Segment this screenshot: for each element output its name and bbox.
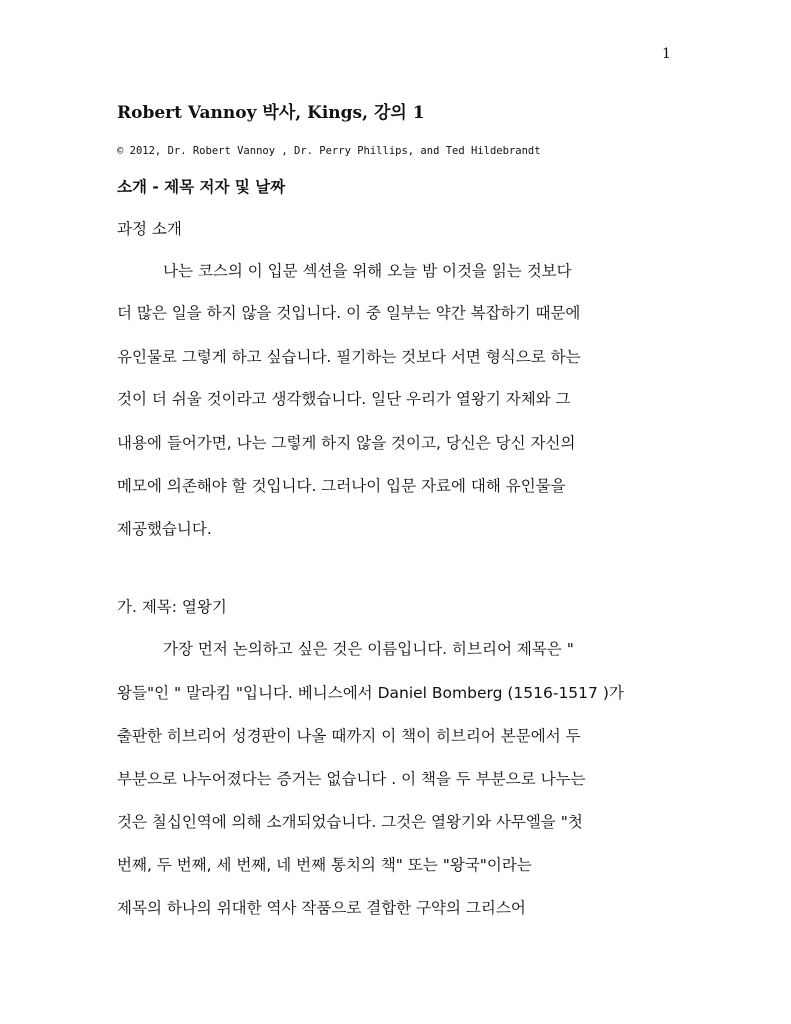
paragraph-1-line: 것이 더 쉬울 것이라고 생각했습니다. 일단 우리가 열왕기 자체와 그 bbox=[117, 390, 571, 408]
section-heading: 소개 - 제목 저자 및 날짜 bbox=[117, 178, 286, 196]
paragraph-2-line: 가장 먼저 논의하고 싶은 것은 이름입니다. 히브리어 제목은 " bbox=[163, 640, 574, 658]
subsection-heading-title: 가. 제목: 열왕기 bbox=[117, 598, 227, 616]
paragraph-2-line: 왕들"인 " 말라킴 "입니다. 베니스에서 Daniel Bomberg (1516-1517 )가 bbox=[117, 684, 624, 702]
subheading-course-intro: 과정 소개 bbox=[117, 220, 182, 238]
paragraph-1-line: 더 많은 일을 하지 않을 것입니다. 이 중 일부는 약간 복잡하기 때문에 bbox=[117, 304, 581, 322]
paragraph-2-line: 부분으로 나누어졌다는 증거는 없습니다 . 이 책을 두 부분으로 나누는 bbox=[117, 770, 586, 788]
paragraph-1-line: 제공했습니다. bbox=[117, 520, 212, 538]
paragraph-1-line: 유인물로 그렇게 하고 싶습니다. 필기하는 것보다 서면 형식으로 하는 bbox=[117, 348, 581, 366]
document-title: Robert Vannoy 박사, Kings, 강의 1 bbox=[117, 103, 425, 123]
copyright-line: © 2012, Dr. Robert Vannoy , Dr. Perry Phillips, and Ted Hildebrandt bbox=[117, 145, 541, 157]
paragraph-2-line: 번째, 두 번째, 세 번째, 네 번째 통치의 책" 또는 "왕국"이라는 bbox=[117, 856, 532, 874]
paragraph-1-line: 내용에 들어가면, 나는 그렇게 하지 않을 것이고, 당신은 당신 자신의 bbox=[117, 434, 576, 452]
paragraph-2-line: 출판한 히브리어 성경판이 나올 때까지 이 책이 히브리어 본문에서 두 bbox=[117, 727, 581, 745]
page-number: 1 bbox=[662, 46, 671, 62]
paragraph-2-line: 제목의 하나의 위대한 역사 작품으로 결합한 구약의 그리스어 bbox=[117, 899, 526, 917]
paragraph-1-line: 나는 코스의 이 입문 섹션을 위해 오늘 밤 이것을 읽는 것보다 bbox=[163, 262, 572, 280]
paragraph-1-line: 메모에 의존해야 할 것입니다. 그러나이 입문 자료에 대해 유인물을 bbox=[117, 477, 566, 495]
paragraph-2-line: 것은 칠십인역에 의해 소개되었습니다. 그것은 열왕기와 사무엘을 "첫 bbox=[117, 813, 583, 831]
